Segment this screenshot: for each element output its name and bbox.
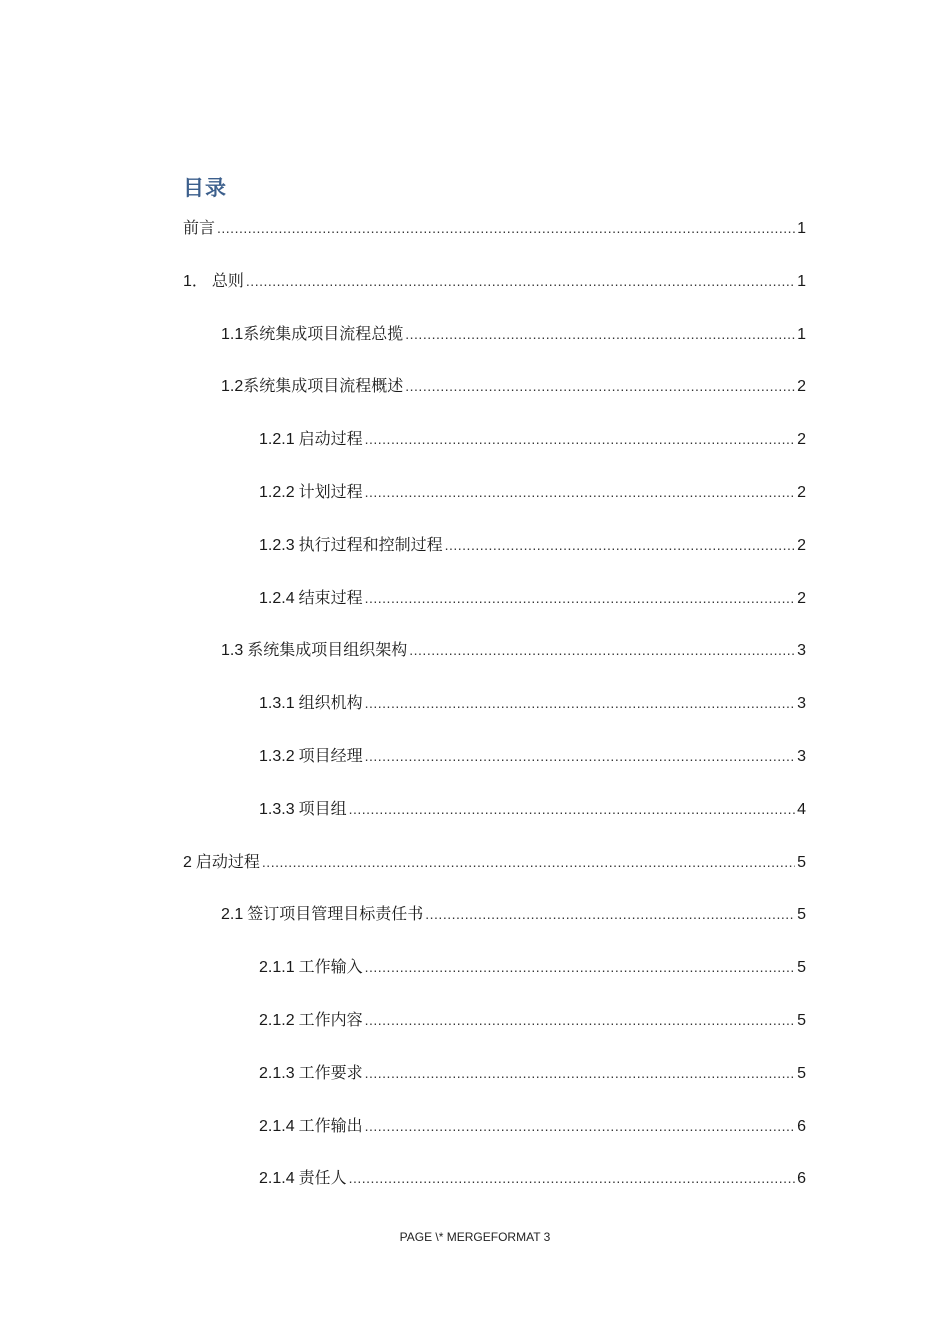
toc-dot-leader (365, 1114, 795, 1138)
toc-entry-number: 1.2 (221, 378, 244, 395)
toc-entry-text: 计划过程 (298, 482, 363, 501)
toc-entry[interactable] (221, 638, 806, 662)
toc-entry-page-number: 2 (797, 378, 806, 395)
toc-dot-leader (445, 533, 795, 557)
toc-entry-text: 系统集成项目流程概述 (243, 376, 404, 395)
toc-dot-leader (405, 322, 795, 346)
toc-entry-number: 2.1 (221, 906, 244, 923)
toc-entry-page-number: 6 (797, 1170, 806, 1187)
toc-dot-leader (349, 1166, 795, 1190)
toc-entry-number: 1.2.1 (259, 431, 295, 448)
toc-entry[interactable] (259, 955, 806, 979)
toc-entry-text: 工作内容 (298, 1010, 363, 1029)
toc-entry-page-number: 6 (797, 1118, 806, 1135)
toc-entry[interactable] (259, 480, 806, 504)
toc-dot-leader (365, 955, 795, 979)
toc-entry-number: 1.3.1 (259, 695, 295, 712)
toc-entry-page-number: 2 (797, 484, 806, 501)
toc-entry-page-number: 2 (797, 537, 806, 554)
toc-entry[interactable] (259, 691, 806, 715)
toc-entry[interactable] (259, 1061, 806, 1085)
toc-entry-text: 启动过程 (298, 429, 363, 448)
toc-entry-page-number: 5 (797, 1012, 806, 1029)
toc-entry-text: 项目组 (298, 799, 347, 818)
toc-dot-leader (405, 374, 795, 398)
toc-entry[interactable] (183, 269, 806, 293)
toc-dot-leader (349, 797, 795, 821)
toc-title: 目录 (183, 176, 227, 200)
toc-entry[interactable] (259, 533, 806, 557)
toc-entry-text: 签订项目管理目标责任书 (247, 904, 424, 923)
toc-entry-page-number: 5 (797, 854, 806, 871)
toc-dot-leader (365, 1061, 795, 1085)
toc-entry[interactable] (221, 374, 806, 398)
toc-entry-text: 启动过程 (195, 852, 260, 871)
toc-dot-leader (365, 1008, 795, 1032)
toc-entry-number: 1.1 (221, 326, 244, 343)
toc-entry-number: 1.2.3 (259, 537, 295, 554)
toc-entry[interactable] (259, 744, 806, 768)
toc-entry-page-number: 1 (797, 220, 806, 237)
toc-entry-page-number: 5 (797, 959, 806, 976)
toc-entry-number: 2.1.1 (259, 959, 295, 976)
toc-entry[interactable] (259, 1008, 806, 1032)
toc-entry[interactable] (183, 850, 806, 874)
toc-entry-page-number: 3 (797, 695, 806, 712)
toc-entry-page-number: 1 (797, 326, 806, 343)
toc-dot-leader (365, 586, 795, 610)
toc-entry-text: 执行过程和控制过程 (298, 535, 443, 554)
toc-entry-text: 组织机构 (298, 693, 363, 712)
toc-entry-text: 系统集成项目流程总揽 (243, 324, 404, 343)
toc-dot-leader (365, 744, 795, 768)
toc-dot-leader (409, 638, 795, 662)
toc-entry-page-number: 1 (797, 273, 806, 290)
toc-entry[interactable] (221, 902, 806, 926)
toc-entry-number: 2.1.4 (259, 1118, 295, 1135)
toc-entry-page-number: 3 (797, 642, 806, 659)
toc-dot-leader (425, 902, 795, 926)
toc-dot-leader (262, 850, 795, 874)
toc-entry-number: 1.2.2 (259, 484, 295, 501)
toc-entry-number: 1． (183, 273, 208, 290)
toc-entry[interactable] (259, 1114, 806, 1138)
toc-entry-text: 项目经理 (298, 746, 363, 765)
toc-entry-number: 1.3 (221, 642, 244, 659)
toc-entry-text: 工作输入 (298, 957, 363, 976)
toc-entry-text: 前言 (183, 218, 216, 237)
toc-entry-number: 2.1.4 (259, 1170, 295, 1187)
toc-entry-text: 工作输出 (298, 1116, 363, 1135)
toc-entry-page-number: 2 (797, 590, 806, 607)
toc-entry-text: 总则 (211, 271, 244, 290)
toc-entry-number: 2.1.2 (259, 1012, 295, 1029)
page-footer: PAGE \* MERGEFORMAT 3 (399, 1230, 551, 1244)
toc-entry-page-number: 2 (797, 431, 806, 448)
toc-entry-number: 2 (183, 854, 192, 871)
toc-dot-leader (246, 269, 795, 293)
toc-entry-number: 1.3.2 (259, 748, 295, 765)
toc-dot-leader (217, 216, 795, 240)
toc-dot-leader (365, 427, 795, 451)
toc-dot-leader (365, 480, 795, 504)
toc-entry-page-number: 4 (797, 801, 806, 818)
toc-entry[interactable] (259, 427, 806, 451)
toc-entry[interactable] (259, 797, 806, 821)
toc-entry-text: 系统集成项目组织架构 (247, 640, 408, 659)
toc-entry[interactable] (183, 216, 806, 240)
toc-entry-number: 1.2.4 (259, 590, 295, 607)
toc-entry[interactable] (259, 586, 806, 610)
toc-entry-text: 结束过程 (298, 588, 363, 607)
toc-entry-number: 2.1.3 (259, 1065, 295, 1082)
toc-dot-leader (365, 691, 795, 715)
toc-entry-text: 工作要求 (298, 1063, 363, 1082)
toc-entry-page-number: 5 (797, 1065, 806, 1082)
toc-entry[interactable] (221, 322, 806, 346)
toc-entry[interactable] (259, 1166, 806, 1190)
toc-entry-text: 责任人 (298, 1168, 347, 1187)
toc-entry-page-number: 5 (797, 906, 806, 923)
toc-entry-page-number: 3 (797, 748, 806, 765)
toc-entry-number: 1.3.3 (259, 801, 295, 818)
